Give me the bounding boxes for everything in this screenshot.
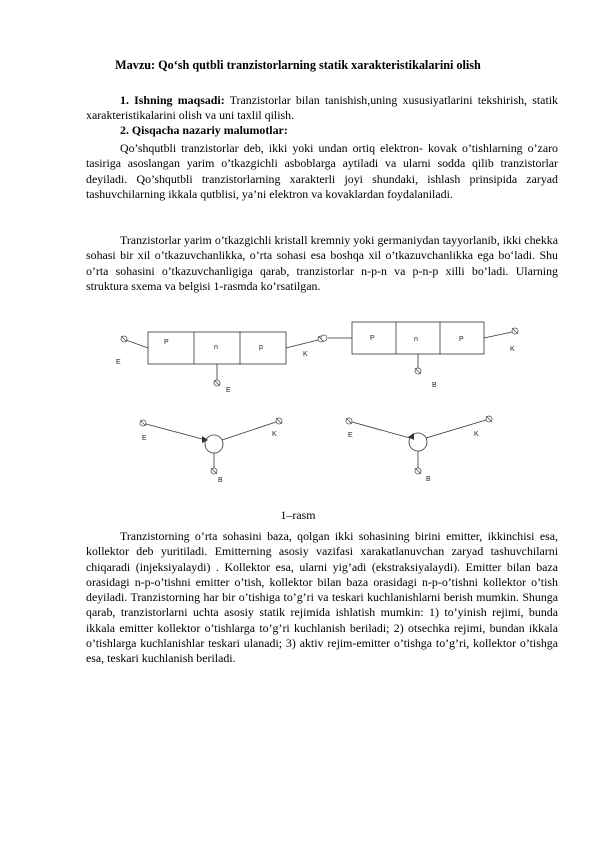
purpose-text: Tranzistorlar bilan tanishish,uning xususiyatlarini tekshirish, statik xarakteristikalarini olish va uni taxlil qilish.: [86, 93, 558, 123]
right-region-2: n: [414, 336, 418, 343]
right-symbol-emitter: E: [348, 432, 353, 439]
left-collector-label: K: [303, 351, 308, 358]
theory-paragraph-3: Tranzistorning o’rta sohasini baza, qolgan ikki sohasining birini emitter, ikkinchisi esa, kollektor deb yuritiladi. Emitterning asosiy vazifasi xarakatlanuvchan zaryad tashuvchilarni chiqaradi (injeksiyalaydi) . Kollektor esa, ularni yig’adi (ekstraksiyalaydi). Emitter bilan baza orasidagi n-p-o’tishni emitter o’tish, kollektor bilan baza orasidagi n-p-o’tishni kollektor o’tish deyiladi. Tranzistorning har bir o’tishiga to’g’ri va teskari kuchlanishlarni berish mumkin. Shunga qarab, tranzistorlarni uchta asosiy statik rejimida ishlatish mumkin: 1) to’yinish rejimi, bunda ikkala emitter kollektor o’tishlarga to’g’ri kuchlanish beriladi; 2) otsechka rejimi, bundan ikkala o’tishlarga kuchlanishlar teskari ulanadi; 3) aktiv rejim-emitter o’tishga to’g’ri, kollektor o’tishga esa, teskari kuchlanish beriladi.: [86, 529, 558, 666]
theory-heading: 2. Qisqacha nazariy malumotlar:: [120, 123, 288, 137]
figure-caption: 1–rasm: [280, 508, 316, 522]
right-emitter-arrow: [408, 433, 414, 440]
right-base-label: B: [432, 382, 437, 389]
page-title: Mavzu: Qo‘sh qutbli tranzistorlarning statik xarakteristikalarini olish: [115, 58, 481, 72]
left-base-label: E: [226, 387, 231, 394]
purpose-paragraph: [86, 93, 558, 124]
transistor-figure: [96, 316, 532, 500]
theory-paragraph-1: Qo’shqutbli tranzistorlar deb, ikki yoki undan ortiq elektron- kovak o’tishlarning o’zaro tasiriga asoslangan yarim o’tkazgichli asboblarga aytiladi va ularni sodda qilib tranzistorlar deyiladi. Qo’shqutbli tranzistorlarning xarakterli joyi shundaki, ishlash prinsipida zaryad tashuvchilarning ikkala qutblisi, ya’ni elektron va kovaklardan foydalaniladi.: [86, 141, 558, 201]
right-symbol-collector: K: [474, 431, 479, 438]
theory-paragraph-2: Tranzistorlar yarim o’tkazgichli kristall kremniy yoki germaniydan tayyorlanib, ikki chekka sohasi bir xil o’tkazuvchanlikka, o’rta sohasi esa boshqa xil o’tkazuvchanlikka ega bo‘ladi. Shu o’rta sohasini o’tkazuvchanligiga qarab, tranzistorlar n-p-n va p-n-p xilli bo’ladi. Ularning struktura sxema va belgisi 1-rasmda ko’rsatilgan.: [86, 233, 558, 293]
right-symbol-base: B: [426, 476, 431, 483]
purpose-label: 1. Ishning maqsadi:: [120, 93, 225, 107]
left-transistor-symbol: [205, 435, 223, 453]
right-region-3: P: [459, 336, 464, 343]
left-region-1: P: [164, 339, 169, 346]
left-symbol-base: B: [218, 477, 223, 484]
left-region-2: n: [214, 344, 218, 351]
left-emitter-label: E: [116, 359, 121, 366]
left-symbol-emitter: E: [142, 435, 147, 442]
right-collector-label: K: [510, 346, 515, 353]
right-region-1: P: [370, 335, 375, 342]
left-region-3: p: [259, 344, 263, 351]
left-symbol-collector: K: [272, 431, 277, 438]
